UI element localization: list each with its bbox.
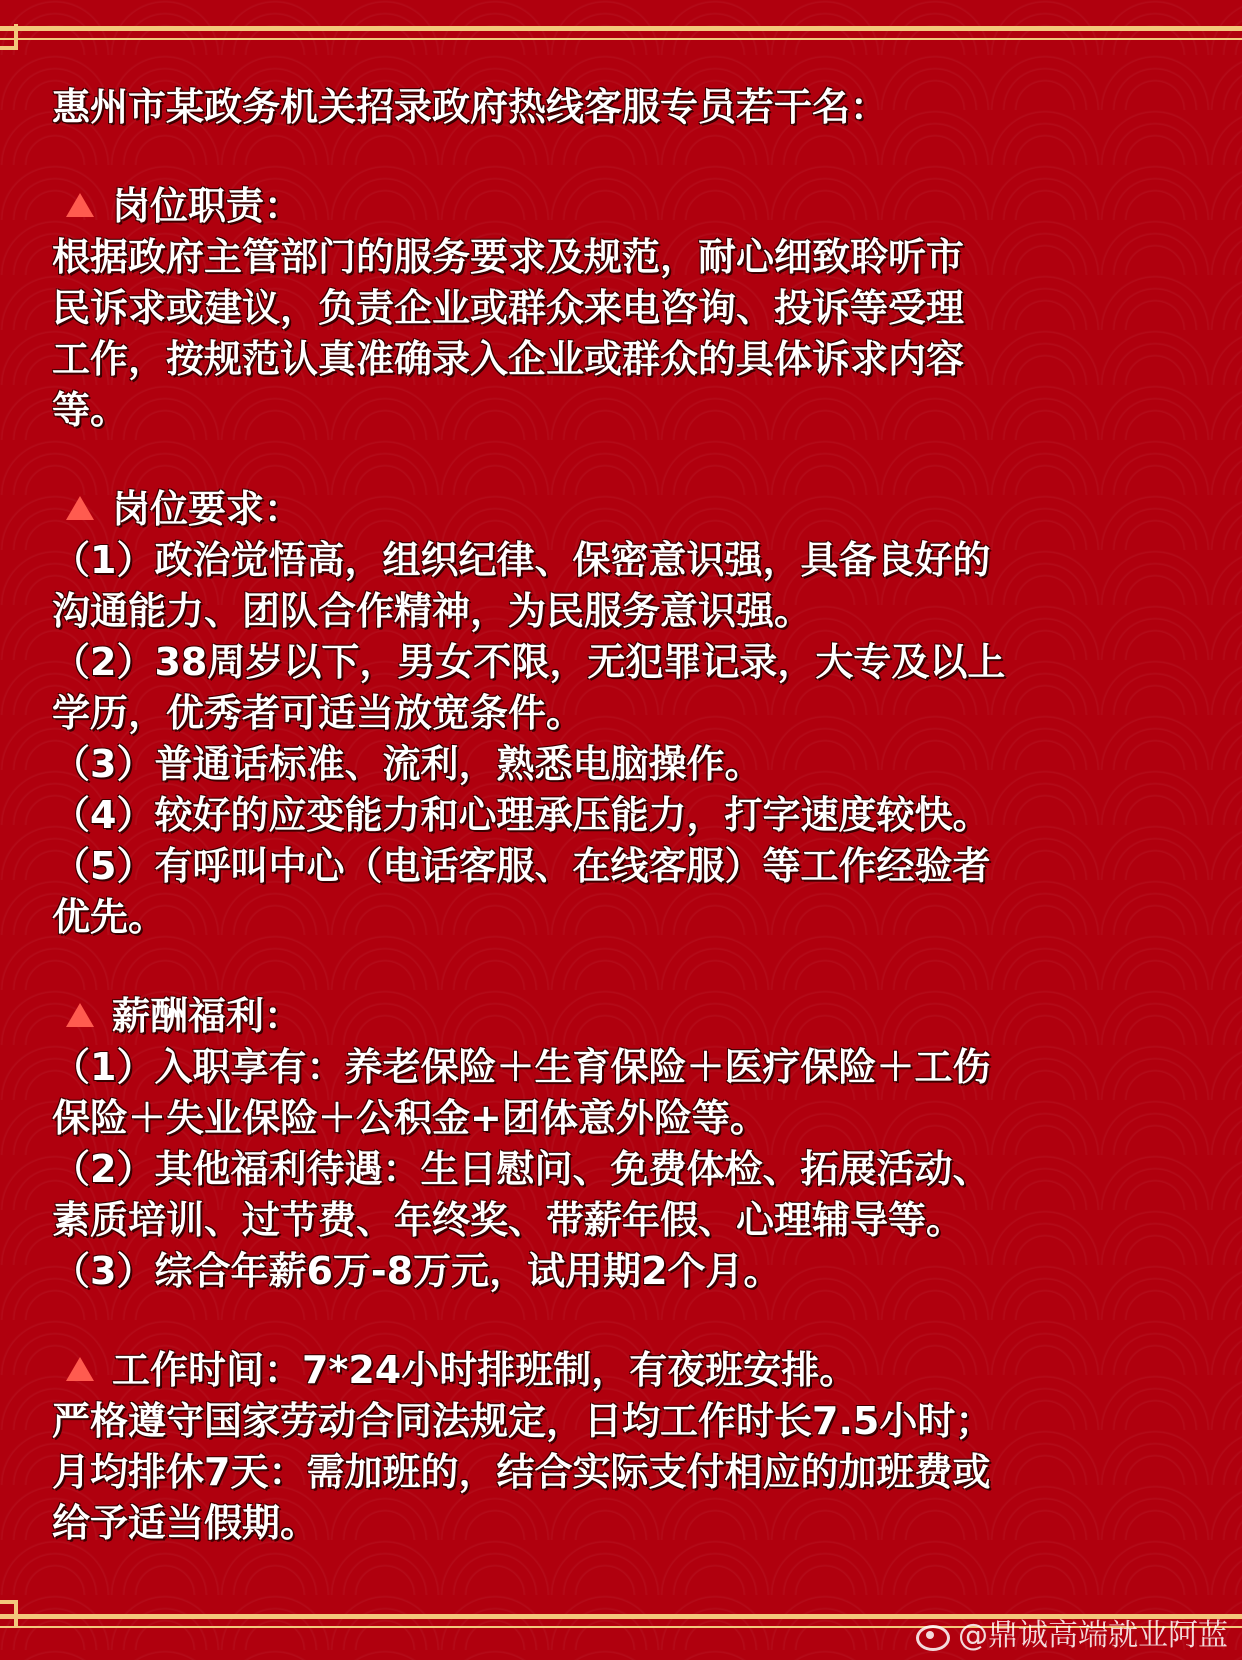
section-heading-duties: 岗位职责： (52, 181, 1202, 232)
benefits-line: （2）其他福利待遇：生日慰问、免费体检、拓展活动、 (52, 1147, 991, 1191)
requirements-line: 优先。 (52, 895, 167, 939)
red-triangle-icon (66, 193, 94, 217)
requirements-line: （3）普通话标准、流利，熟悉电脑操作。 (52, 742, 763, 786)
page-title: 惠州市某政务机关招录政府热线客服专员若干名： (52, 85, 889, 129)
hours-line: 严格遵守国家劳动合同法规定，日均工作时长7.5小时； (52, 1399, 994, 1443)
benefits-line: 保险＋失业保险＋公积金+团体意外险等。 (52, 1096, 768, 1140)
requirements-line: （1）政治觉悟高，组织纪律、保密意识强，具备良好的 (52, 538, 991, 582)
requirements-line: 学历，优秀者可适当放宽条件。 (52, 691, 585, 735)
section-heading-requirements: 岗位要求： (52, 484, 1202, 535)
duties-line: 等。 (52, 388, 129, 432)
red-triangle-icon (66, 1357, 94, 1381)
requirements-line: 沟通能力、团队合作精神，为民服务意识强。 (52, 589, 813, 633)
weibo-icon (914, 1617, 952, 1647)
top-frame-line (0, 26, 1242, 31)
top-frame-line-inner (0, 38, 1242, 40)
benefits-line: 素质培训、过节费、年终奖、带薪年假、心理辅导等。 (52, 1198, 965, 1242)
red-triangle-icon (66, 496, 94, 520)
benefits-line: （1）入职享有：养老保险＋生育保险＋医疗保险＋工伤 (52, 1045, 991, 1089)
requirements-line: （5）有呼叫中心（电话客服、在线客服）等工作经验者 (52, 844, 991, 888)
watermark-text: @鼎诚高端就业阿蓝 (958, 1618, 1228, 1653)
hours-line: 月均排休7天：需加班的，结合实际支付相应的加班费或 (52, 1450, 991, 1494)
duties-line: 根据政府主管部门的服务要求及规范，耐心细致聆听市 (52, 235, 965, 279)
requirements-line: （4）较好的应变能力和心理承压能力，打字速度较快。 (52, 793, 991, 837)
duties-line: 民诉求或建议，负责企业或群众来电咨询、投诉等受理 (52, 286, 965, 330)
frame-corner-bottom-left (0, 1600, 18, 1626)
hours-line: 给予适当假期。 (52, 1501, 319, 1545)
section-heading-hours: 工作时间：7*24小时排班制，有夜班安排。 (52, 1345, 1202, 1396)
red-triangle-icon (66, 1003, 94, 1027)
requirements-line: （2）38周岁以下，男女不限，无犯罪记录，大专及以上 (52, 640, 1006, 684)
job-posting (52, 82, 1202, 1549)
duties-line: 工作，按规范认真准确录入企业或群众的具体诉求内容 (52, 337, 965, 381)
watermark (914, 1610, 1228, 1654)
benefits-line: （3）综合年薪6万-8万元，试用期2个月。 (52, 1249, 782, 1293)
frame-corner-top-left (0, 24, 18, 50)
section-heading-benefits: 薪酬福利： (52, 991, 1202, 1042)
